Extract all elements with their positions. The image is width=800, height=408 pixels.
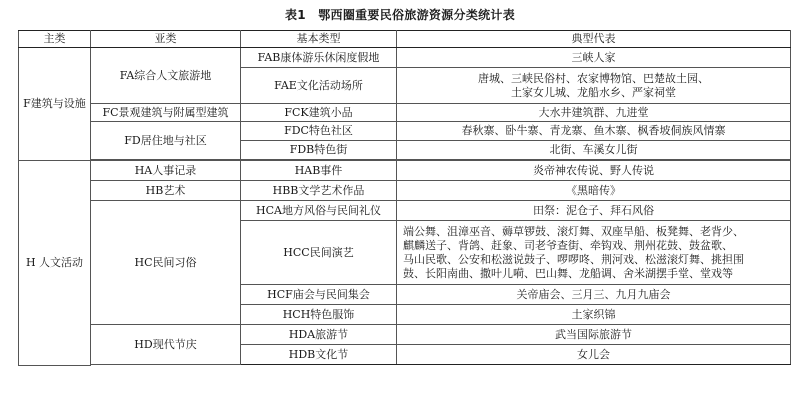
sub-category: HB艺术 [91,181,241,201]
basic-type: FAB康体游乐休闲度假地 [241,48,397,68]
representative [397,221,791,285]
table-row [19,48,791,68]
representative: 大水井建筑群、九进堂 [397,104,791,122]
spacer-row [19,365,791,366]
representative: 田祭：泥仓子、拜石风俗 [397,201,791,221]
table-row [19,201,791,221]
basic-type: FAE文化活动场所 [241,68,397,104]
sub-category: FA综合人文旅游地 [91,48,241,104]
basic-type: FCK建筑小品 [241,104,397,122]
basic-type: HDB文化节 [241,345,397,365]
basic-type: HCF庙会与民间集会 [241,285,397,305]
basic-type: HBB文学艺术作品 [241,181,397,201]
basic-type: HDA旅游节 [241,325,397,345]
rep-line: 土家女儿城、龙船水乡、严家祠堂 [511,85,676,99]
representative: 春秋寨、卧牛寨、青龙寨、鱼木寨、枫香坡侗族风情寨 [397,122,791,141]
header-main: 主类 [19,31,91,48]
sub-category: HA人事记录 [91,161,241,181]
basic-type: FDB特色街 [241,141,397,160]
rep-line: 端公舞、沮漳巫音、薅草锣鼓、滚灯舞、双座旱船、板凳舞、老背少、 [403,224,744,238]
basic-type: HCA地方风俗与民间礼仪 [241,201,397,221]
main-category: H 人文活动 [19,161,91,366]
representative [397,68,791,104]
representative: 武当国际旅游节 [397,325,791,345]
basic-type: FDC特色社区 [241,122,397,141]
sub-category: HC民间习俗 [91,201,241,325]
sub-category: HD现代节庆 [91,325,241,365]
basic-type: HCC民间演艺 [241,221,397,285]
table-row [19,161,791,181]
header-basic: 基本类型 [241,31,397,48]
rep-line: 马山民歌、公安和松滋说鼓子、啰啰咚、荆河戏、松滋滚灯舞、挑担围 [403,252,744,266]
basic-type: HCH特色服饰 [241,305,397,325]
rep-line: 鼓、长阳南曲、撒叶儿嗬、巴山舞、龙船调、舍米湖摆手堂、堂戏等 [403,266,733,280]
table-row [19,122,791,141]
rep-line: 唐城、三峡民俗村、农家博物馆、巴楚故土园、 [478,71,709,85]
representative: 炎帝神农传说、野人传说 [397,161,791,181]
representative: 土家织锦 [397,305,791,325]
table-row [19,104,791,122]
classification-table [18,30,791,366]
table-row [19,181,791,201]
representative: 三峡人家 [397,48,791,68]
sub-category: FD居住地与社区 [91,122,241,160]
header-rep: 典型代表 [397,31,791,48]
sub-category: FC景观建筑与附属型建筑 [91,104,241,122]
representative: 《黑暗传》 [397,181,791,201]
basic-type: HAB事件 [241,161,397,181]
header-row [19,31,791,48]
spacer-cell [91,365,791,366]
rep-line: 麒麟送子、背鸽、赶象、司老爷查街、牵钩戏、荆州花鼓、鼓盆歌、 [403,238,733,252]
representative: 女儿会 [397,345,791,365]
header-sub: 亚类 [91,31,241,48]
main-category: F建筑与设施 [19,48,91,161]
representative: 北街、车溪女儿街 [397,141,791,160]
table-row [19,325,791,345]
representative: 关帝庙会、三月三、九月九庙会 [397,285,791,305]
table-title: 表1 鄂西圈重要民俗旅游资源分类统计表 [284,8,516,22]
